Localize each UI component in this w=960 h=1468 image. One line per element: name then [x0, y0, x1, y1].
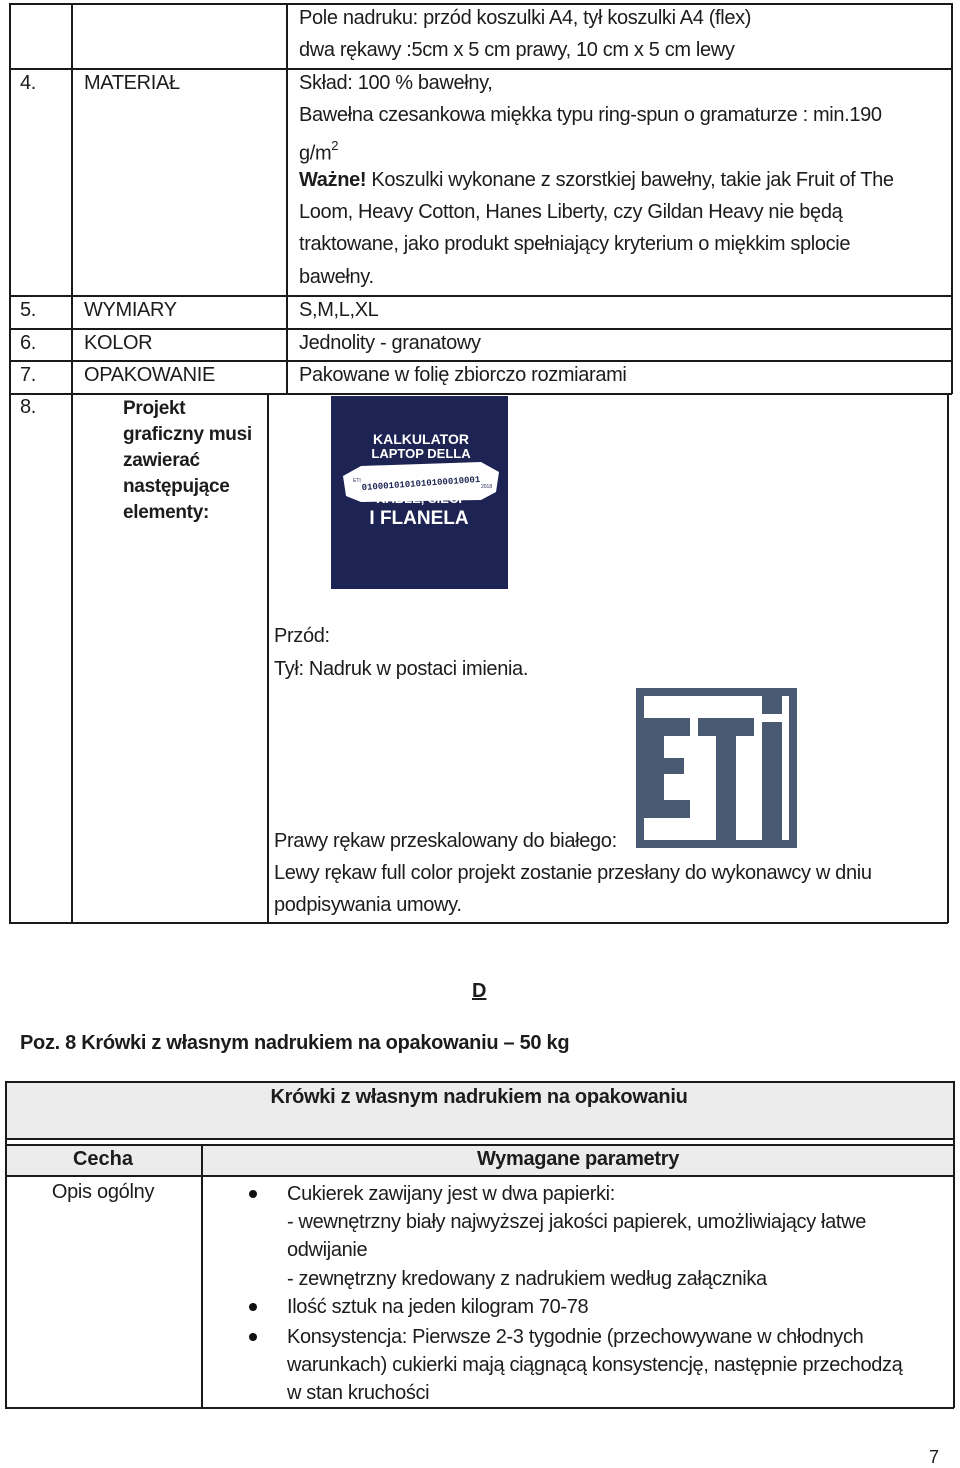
left-sleeve-line-2: podpisywania umowy. [274, 894, 462, 916]
candy-table-title: Krówki z własnym nadrukiem na opakowaniu [270, 1086, 688, 1108]
position-title-prefix: Poz. [20, 1032, 60, 1054]
row-number-8: 8. [20, 396, 36, 418]
design-label-line-1: Projekt [123, 398, 186, 419]
design-text-eti-small: ETI [353, 478, 361, 484]
position-title [20, 1029, 569, 1057]
left-sleeve-line-1: Lewy rękaw full color projekt zostanie przesłany do wykonawcy w dniu [274, 862, 872, 884]
material-unit-superscript: 2 [331, 138, 339, 153]
design-text-flanela: I FLANELA [369, 508, 469, 529]
position-title-text: 8 Krówki z własnym nadrukiem na opakowaniu – 50 kg [59, 1032, 570, 1054]
design-label-line-2: graficzny musi [123, 424, 252, 445]
color-value: Jednolity - granatowy [299, 332, 481, 354]
list-item-consistency-line-3: w stan kruchości [287, 1382, 430, 1405]
design-text-binary: 0100010101010100010001 [361, 474, 481, 494]
design-label-line-5: elementy: [123, 502, 210, 523]
front-label: Przód: [274, 625, 330, 647]
back-print-text: Tył: Nadruk w postaci imienia. [274, 658, 529, 680]
list-item-consistency-line-1: Konsystencja: Pierwsze 2-3 tygodnie (przechowywane w chłodnych [287, 1326, 864, 1348]
row-label-general: Opis ogólny [51, 1181, 155, 1203]
list-item-wrapping-line-3: odwijanie [287, 1239, 368, 1262]
right-sleeve-text: Prawy rękaw przeskalowany do białego: [274, 830, 617, 852]
col-header-feature: Cecha [72, 1148, 134, 1170]
list-item-wrapping-line-4: - zewnętrzny kredowany z nadrukiem według załącznika [287, 1267, 767, 1290]
list-item-quantity [287, 1293, 588, 1321]
important-note-line-3: traktowane, jako produkt spełniający kryterium o miękkim splocie [299, 233, 851, 255]
bullet-icon [249, 1333, 257, 1341]
color-label: KOLOR [84, 332, 153, 354]
material-line-1: Skład: 100 % bawełny, [299, 72, 493, 94]
section-letter: D [472, 980, 487, 1002]
important-text-1: Koszulki wykonane z szorstkiej bawełny, takie jak Fruit of The [366, 169, 894, 191]
row-number-5: 5. [20, 299, 36, 321]
list-item-wrapping-line-1: Cukierek zawijany jest w dwa papierki: [287, 1183, 615, 1205]
size-label: WYMIARY [84, 299, 177, 321]
material-line-2: Bawełna czesankowa miękka typu ring-spun o gramaturze : min.190 [299, 104, 882, 126]
list-item-quantity-line-1: Ilość sztuk na jeden kilogram 70-78 [287, 1296, 589, 1318]
col-header-parameters: Wymagane parametry [476, 1148, 680, 1170]
design-text-laptop: LAPTOP DELLA [371, 446, 471, 461]
bullet-icon [249, 1190, 257, 1198]
print-area-line-2: dwa rękawy :5cm x 5 cm prawy, 10 cm x 5 cm lewy [299, 39, 735, 61]
row-number-4: 4. [20, 72, 36, 94]
important-note-line-4: bawełny. [299, 266, 374, 288]
important-label: Ważne! [299, 169, 367, 191]
print-area-line-1: Pole nadruku: przód koszulki A4, tył koszulki A4 (flex) [299, 7, 752, 29]
packaging-label: OPAKOWANIE [84, 364, 215, 386]
row-number-7: 7. [20, 364, 36, 386]
design-text-year-small: 2018 [481, 484, 493, 490]
size-value: S,M,L,XL [299, 299, 379, 321]
important-note-line-2: Loom, Heavy Cotton, Hanes Liberty, czy Gildan Heavy nie będą [299, 201, 843, 223]
material-unit: g/m [299, 142, 332, 165]
row-number-6: 6. [20, 332, 36, 354]
packaging-value: Pakowane w folię zbiorczo rozmiarami [299, 364, 627, 386]
tshirt-design-image [331, 396, 508, 589]
design-label-line-3: zawierać [123, 450, 200, 471]
bullet-icon [249, 1303, 257, 1311]
page-number: 7 [929, 1447, 940, 1467]
design-text-kalkulator: KALKULATOR [373, 431, 469, 447]
list-item-wrapping-line-2: - wewnętrzny biały najwyższej jakości papierek, umożliwiający łatwe [287, 1211, 867, 1234]
eti-logo-image [636, 688, 797, 848]
design-label-line-4: następujące [123, 476, 230, 497]
material-label: MATERIAŁ [84, 72, 180, 94]
design-label [123, 396, 252, 526]
list-item-consistency [287, 1323, 902, 1408]
design-text-kable: KABLE, SIECI [376, 491, 462, 506]
list-item-consistency-line-2: warunkach) cukierki mają ciągnącą konsystencję, następnie przechodzą [287, 1354, 903, 1377]
list-item-wrapping [287, 1180, 866, 1293]
important-note-line-1 [299, 164, 894, 197]
